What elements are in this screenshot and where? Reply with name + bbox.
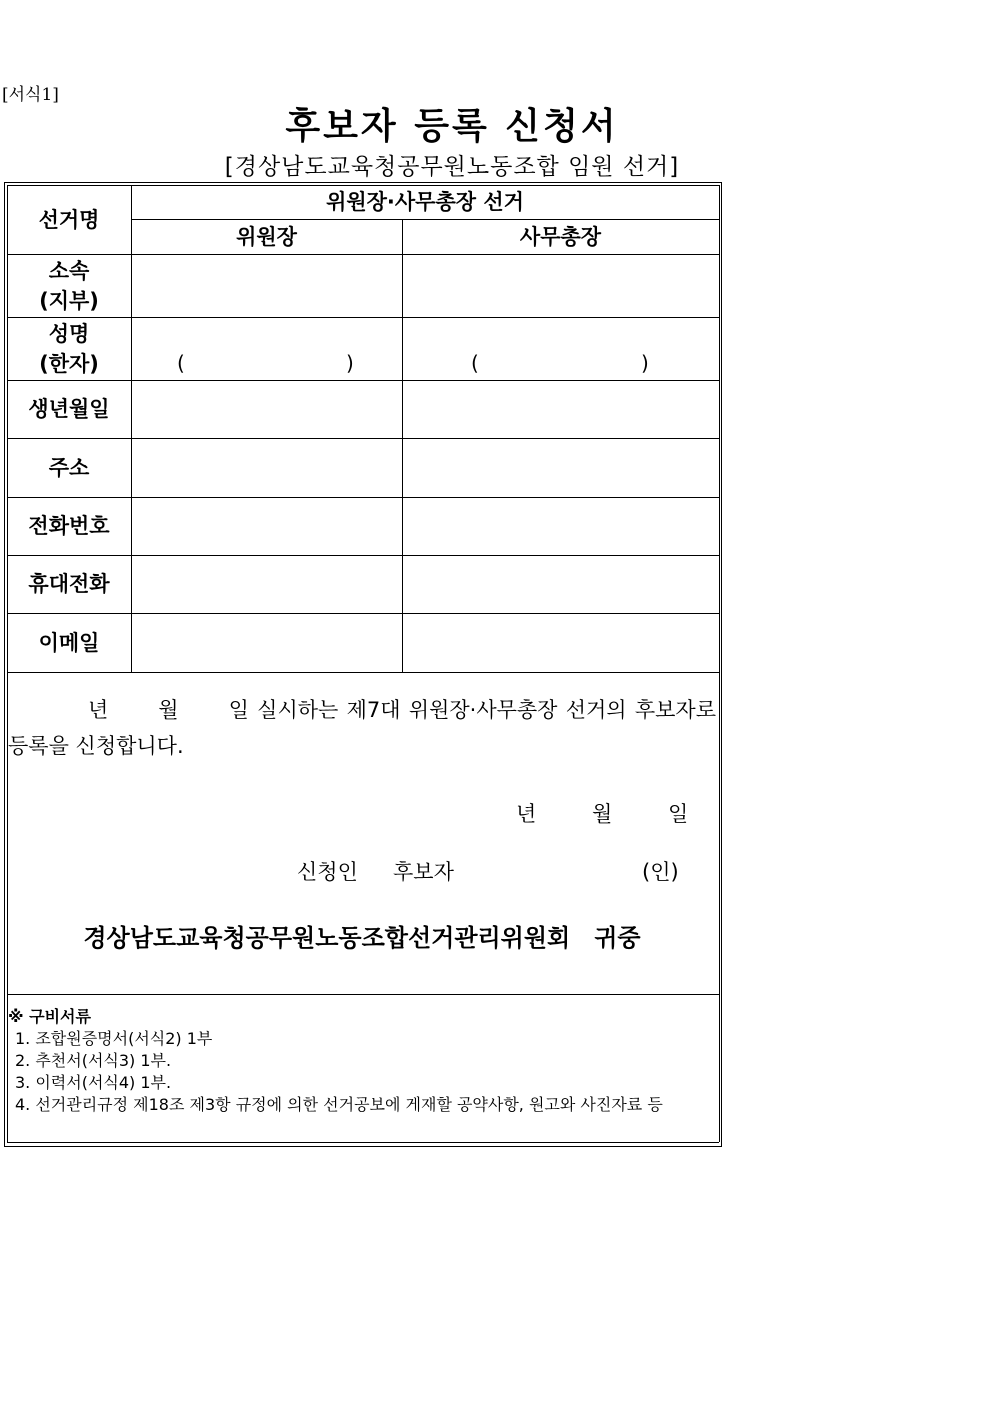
page-title: 후보자 등록 신청서: [285, 106, 619, 147]
date-month: 월: [592, 802, 613, 826]
chair-mobile-field[interactable]: [132, 556, 402, 613]
secretary-hanja-paren-open: (: [471, 351, 479, 375]
chair-email-field[interactable]: [132, 614, 402, 672]
column-header-secretary: 사무총장: [519, 224, 602, 249]
applicant-label: 신청인: [297, 860, 358, 884]
attachment-item: 4. 선거관리규정 제18조 제3항 규정에 의한 선거공보에 게재할 공약사항, 원고와 사진자료 등: [15, 1095, 663, 1114]
election-label: 선거명: [38, 207, 100, 232]
form-frame: [4, 182, 722, 1147]
seal-mark: (인): [642, 860, 679, 884]
secretary-email-field[interactable]: [403, 614, 719, 672]
attachment-item: 2. 추천서(서식3) 1부.: [15, 1051, 172, 1070]
date-day: 일: [668, 802, 689, 826]
secretary-mobile-field[interactable]: [403, 556, 719, 613]
row-label-birthdate: 생년월일: [28, 397, 110, 421]
attachment-item: 1. 조합원증명서(서식2) 1부: [15, 1029, 213, 1048]
statement-text: 실시하는 제7대 위원장·사무총장 선거의 후보자로 등록을 신청합니다.: [8, 698, 716, 758]
secretary-address-field[interactable]: [403, 439, 719, 497]
page-subtitle: [경상남도교육청공무원노동조합 임원 선거]: [224, 154, 680, 180]
statement-day: 일: [228, 698, 249, 722]
statement-month: 월: [158, 698, 179, 722]
candidate-label: 후보자: [393, 860, 454, 884]
date-year: 년: [516, 802, 537, 826]
secretary-name-field[interactable]: [403, 318, 719, 380]
form-number: [서식1]: [2, 85, 59, 105]
row-label-affiliation: 소속 (지부): [39, 258, 99, 313]
chair-affiliation-field[interactable]: [132, 255, 402, 317]
row-label-email: 이메일: [38, 630, 100, 655]
chair-hanja-paren-close: ): [346, 351, 354, 375]
column-header-chair: 위원장: [236, 224, 297, 249]
statement-year: 년: [88, 698, 109, 722]
attachments-title: ※ 구비서류: [8, 1007, 91, 1026]
chair-name-field[interactable]: [132, 318, 402, 380]
attachment-item: 3. 이력서(서식4) 1부.: [15, 1073, 172, 1092]
recipient: 경상남도교육청공무원노동조합선거관리위원회 귀중: [83, 924, 641, 952]
row-label-name: 성명 (한자): [39, 321, 99, 376]
chair-birthdate-field[interactable]: [132, 381, 402, 438]
row-label-phone: 전화번호: [28, 514, 110, 538]
secretary-birthdate-field[interactable]: [403, 381, 719, 438]
secretary-affiliation-field[interactable]: [403, 255, 719, 317]
secretary-phone-field[interactable]: [403, 498, 719, 555]
row-label-mobile: 휴대전화: [28, 572, 110, 596]
chair-hanja-paren-open: (: [177, 351, 185, 375]
chair-address-field[interactable]: [132, 439, 402, 497]
application-statement: [8, 692, 716, 764]
chair-phone-field[interactable]: [132, 498, 402, 555]
secretary-hanja-paren-close: ): [641, 351, 649, 375]
election-name: 위원장·사무총장 선거: [326, 190, 524, 214]
row-label-address: 주소: [48, 455, 90, 480]
